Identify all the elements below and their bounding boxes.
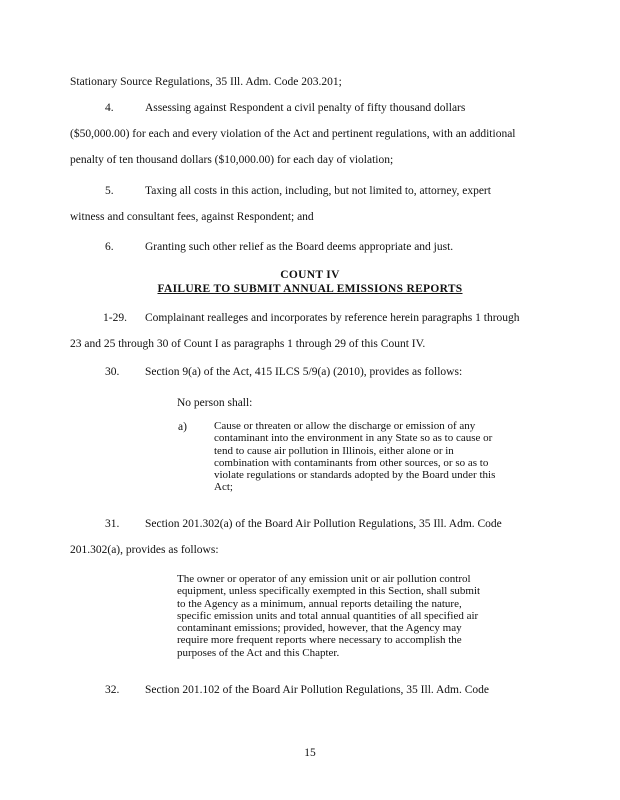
regulation-quote: The owner or operator of any emission unit or air pollution control equipment, unless specifically exempted in this Section, shall submit to the Agency as a minimum, annual reports detailing the nature, specific emission units and total annual quantities of all specified air contaminant emissions; provided, however, that the Agency may require more frequent reports where necessary to accomplish the purposes of the Act and this Chapter. <box>177 573 481 659</box>
paragraph-number: 31. <box>105 518 120 530</box>
paragraph-line: 23 and 25 through 30 of Count I as paragraphs 1 through 29 of this Count IV. <box>70 338 426 350</box>
quote-label: a) <box>178 421 187 433</box>
count-subtitle: FAILURE TO SUBMIT ANNUAL EMISSIONS REPORTS <box>157 283 463 295</box>
page-number: 15 <box>304 747 316 759</box>
paragraph-line: Complainant realleges and incorporates by reference herein paragraphs 1 through <box>145 312 520 324</box>
item-text-line: witness and consultant fees, against Respondent; and <box>70 211 314 223</box>
paragraph-line: 201.302(a), provides as follows: <box>70 544 219 556</box>
paragraph-number: 1-29. <box>103 312 127 324</box>
item-text-line: ($50,000.00) for each and every violation of the Act and pertinent regulations, with an additional <box>70 128 516 140</box>
paragraph-number: 32. <box>105 684 120 696</box>
paragraph-number: 30. <box>105 366 120 378</box>
item-number: 4. <box>105 102 114 114</box>
continuation-line: Stationary Source Regulations, 35 Ill. Adm. Code 203.201; <box>70 76 342 88</box>
item-text-line: Granting such other relief as the Board deems appropriate and just. <box>145 241 454 253</box>
item-number: 6. <box>105 241 114 253</box>
quote-intro: No person shall: <box>177 397 253 409</box>
item-text-line: Assessing against Respondent a civil penalty of fifty thousand dollars <box>145 102 466 114</box>
paragraph-line: Section 9(a) of the Act, 415 ILCS 5/9(a) (2010), provides as follows: <box>145 366 463 378</box>
count-title: COUNT IV <box>280 269 340 281</box>
item-text-line: Taxing all costs in this action, including, but not limited to, attorney, expert <box>145 185 491 197</box>
statute-quote: Cause or threaten or allow the discharge or emission of any contaminant into the environment in any State so as to cause or tend to cause air pollution in Illinois, either alone or in combination with contaminants from other sources, or so as to violate regulations or standards adopted by the Board under this Act; <box>214 420 496 494</box>
paragraph-line: Section 201.302(a) of the Board Air Pollution Regulations, 35 Ill. Adm. Code <box>145 518 502 530</box>
item-text-line: penalty of ten thousand dollars ($10,000.00) for each day of violation; <box>70 154 394 166</box>
item-number: 5. <box>105 185 114 197</box>
paragraph-line: Section 201.102 of the Board Air Pollution Regulations, 35 Ill. Adm. Code <box>145 684 490 696</box>
